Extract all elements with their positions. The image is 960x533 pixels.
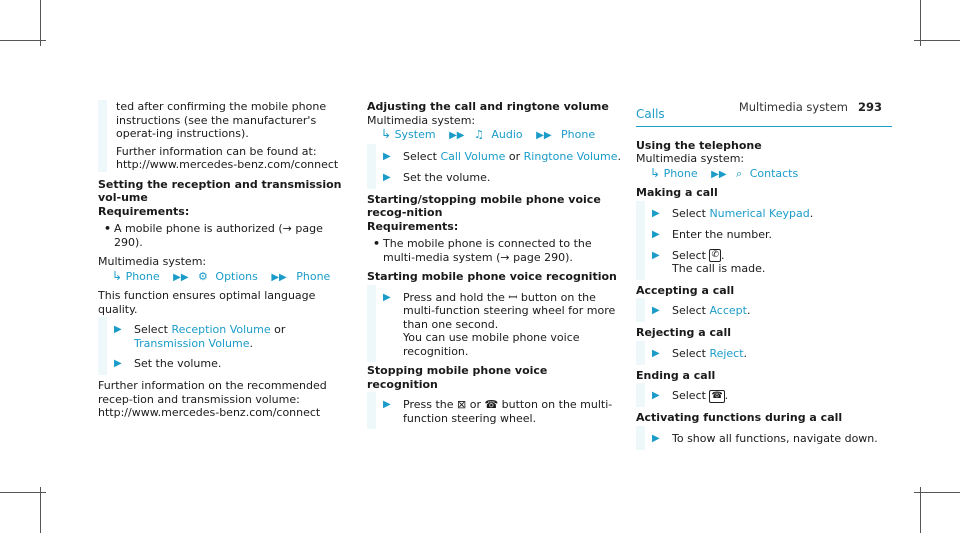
- header-title: Multimedia system: [738, 100, 848, 114]
- step-arrow-icon: ▶: [383, 291, 391, 303]
- subsection-heading: Making a call: [636, 186, 718, 199]
- step-arrow-icon: ▶: [652, 207, 660, 219]
- audio-icon: ♫: [473, 128, 484, 141]
- step-note: The call is made.: [672, 262, 766, 275]
- reject-link[interactable]: Reject: [709, 346, 744, 360]
- step-text: Set the volume.: [403, 170, 491, 184]
- reception-volume-link[interactable]: Reception Volume: [171, 323, 271, 336]
- step: [367, 291, 621, 359]
- section-heading: Adjusting the call and ringtone volume: [367, 100, 609, 113]
- step-arrow-icon: ▶: [383, 171, 391, 183]
- intro-link-text: Further information can be found at: http://www.mercedes-benz.com/connect: [116, 144, 339, 171]
- path-item-phone[interactable]: Phone: [125, 269, 160, 283]
- crop-mark: [0, 492, 46, 493]
- path-item-options[interactable]: Options: [215, 269, 258, 283]
- crop-mark: [40, 487, 41, 533]
- step-arrow-icon: ▶: [652, 249, 660, 261]
- column-left: [98, 100, 350, 424]
- step-text: To show all functions, navigate down.: [672, 431, 878, 445]
- step-text: Press the ⊠ or ☎ button on the multi-function steering wheel.: [403, 398, 613, 425]
- step: ▶ Select Numerical Keypad.: [636, 207, 892, 221]
- step: ▶ Select ☎ .: [636, 389, 892, 403]
- call-volume-link[interactable]: Call Volume: [440, 149, 506, 163]
- requirement-text: A mobile phone is authorized (→ page 290).: [114, 222, 323, 249]
- path-item-system[interactable]: System: [394, 128, 436, 141]
- requirements-label: Requirements:: [98, 204, 190, 218]
- step: [636, 432, 892, 446]
- gear-icon: ⚙: [198, 269, 208, 283]
- section-heading: Starting/stopping mobile phone voice recog-nition: [367, 192, 601, 219]
- subsection-heading: Rejecting a call: [636, 326, 731, 339]
- menu-path: [367, 128, 621, 143]
- transmission-volume-link[interactable]: Transmission Volume: [134, 336, 250, 350]
- search-icon: ⌕: [736, 166, 743, 180]
- path-item-audio[interactable]: Audio: [491, 128, 523, 141]
- intro-text: ted after confirming the mobile phone instructions (see the manufacturer's operat-ing instructions).: [116, 100, 327, 140]
- step-arrow-icon: ▶: [652, 432, 660, 444]
- step-arrow-icon: ▶: [652, 305, 660, 316]
- step-text: Select: [403, 149, 437, 163]
- step-arrow-icon: ▶: [652, 347, 660, 359]
- step: [98, 357, 350, 371]
- path-item-phone-2[interactable]: Phone: [296, 269, 331, 283]
- requirement-item: • The mobile phone is connected to the multi-media system (→ page 290).: [373, 237, 592, 264]
- menu-path: [636, 167, 892, 182]
- path-separator-icon: ▶▶: [449, 130, 465, 141]
- multimedia-label: Multimedia system:: [367, 113, 476, 127]
- subsection-heading: Accepting a call: [636, 283, 735, 297]
- step-text: Select: [672, 346, 706, 360]
- step-text: Select: [134, 323, 168, 336]
- step-text: Enter the number.: [672, 227, 772, 241]
- crop-mark: [914, 40, 960, 41]
- step: ▶ Select Call Volume or Ringtone Volume.: [367, 150, 621, 164]
- subsection-heading: Activating functions during a call: [636, 411, 843, 424]
- subsection-heading: Ending a call: [636, 368, 716, 382]
- section-heading: Using the telephone: [636, 138, 762, 152]
- step-text: Select: [672, 206, 706, 220]
- step-text: or: [274, 323, 286, 336]
- subsection-heading: Starting mobile phone voice recognition: [367, 270, 617, 283]
- ringtone-volume-link[interactable]: Ringtone Volume: [523, 149, 618, 163]
- step: [367, 171, 621, 185]
- step-arrow-icon: ▶: [383, 399, 391, 410]
- call-icon[interactable]: ✆: [711, 250, 719, 260]
- step-arrow-icon: ▶: [383, 150, 391, 162]
- path-separator-icon: ▶▶: [536, 130, 552, 141]
- section-heading: Setting the reception and transmission vol-ume: [98, 177, 342, 204]
- path-separator-icon: ▶▶: [271, 271, 287, 283]
- requirement-text: The mobile phone is connected to the multi-media system (→ page 290).: [383, 237, 592, 264]
- footer-text: Further information on the recommended recep-tion and transmission volume: http://www.mercedes-benz.com/connect: [98, 379, 327, 419]
- path-item-phone[interactable]: Phone: [663, 166, 698, 180]
- step-text: Press and hold the ꟷ button on the multi-function steering wheel for more than one second.: [403, 290, 616, 331]
- step-text: or: [508, 149, 521, 163]
- menu-path: [98, 270, 350, 285]
- step-arrow-icon: ▶: [652, 390, 660, 401]
- step-arrow-icon: ▶: [114, 358, 122, 369]
- page-number: 293: [857, 100, 882, 114]
- column-middle: [367, 100, 621, 431]
- requirements-label: Requirements:: [367, 219, 459, 233]
- column-right: [636, 104, 892, 452]
- section-title: Calls: [636, 108, 892, 127]
- numerical-keypad-link[interactable]: Numerical Keypad: [709, 206, 810, 220]
- step: [636, 228, 892, 242]
- step-text: Select: [672, 248, 706, 262]
- step-arrow-icon: ▶: [652, 228, 660, 240]
- multimedia-label: Multimedia system:: [636, 152, 745, 165]
- multimedia-label: Multimedia system:: [98, 255, 207, 268]
- path-item-phone[interactable]: Phone: [561, 128, 596, 141]
- path-arrow-icon: ↳: [650, 165, 661, 180]
- step-text: Set the volume.: [134, 357, 222, 370]
- subsection-heading: Stopping mobile phone voice recognition: [367, 364, 548, 391]
- accept-link[interactable]: Accept: [709, 304, 747, 317]
- step: [367, 398, 621, 425]
- step-text: Select: [672, 304, 706, 317]
- step: ▶ Select Reception Volume or Transmission Volume.: [98, 323, 350, 350]
- requirement-item: • A mobile phone is authorized (→ page 290).: [104, 222, 323, 249]
- crop-mark: [0, 40, 46, 41]
- end-call-icon[interactable]: ☎: [711, 390, 723, 401]
- path-separator-icon: ▶▶: [173, 271, 189, 283]
- step-text: Select: [672, 389, 706, 402]
- step: ▶ Select Reject.: [636, 347, 892, 361]
- crop-mark: [920, 487, 921, 533]
- step-note: You can use mobile phone voice recognition.: [403, 331, 580, 358]
- path-item-contacts[interactable]: Contacts: [749, 166, 799, 180]
- path-separator-icon: ▶▶: [711, 168, 727, 180]
- path-arrow-icon: ↳: [381, 127, 392, 141]
- step: ▶ Select ✆ . The call is made.: [636, 249, 892, 276]
- step: ▶ Select Accept.: [636, 304, 892, 318]
- crop-mark: [914, 492, 960, 493]
- intro-block: [98, 100, 350, 172]
- path-arrow-icon: ↳: [112, 268, 123, 283]
- step-arrow-icon: ▶: [114, 324, 122, 335]
- description: This function ensures optimal language quality.: [98, 289, 316, 316]
